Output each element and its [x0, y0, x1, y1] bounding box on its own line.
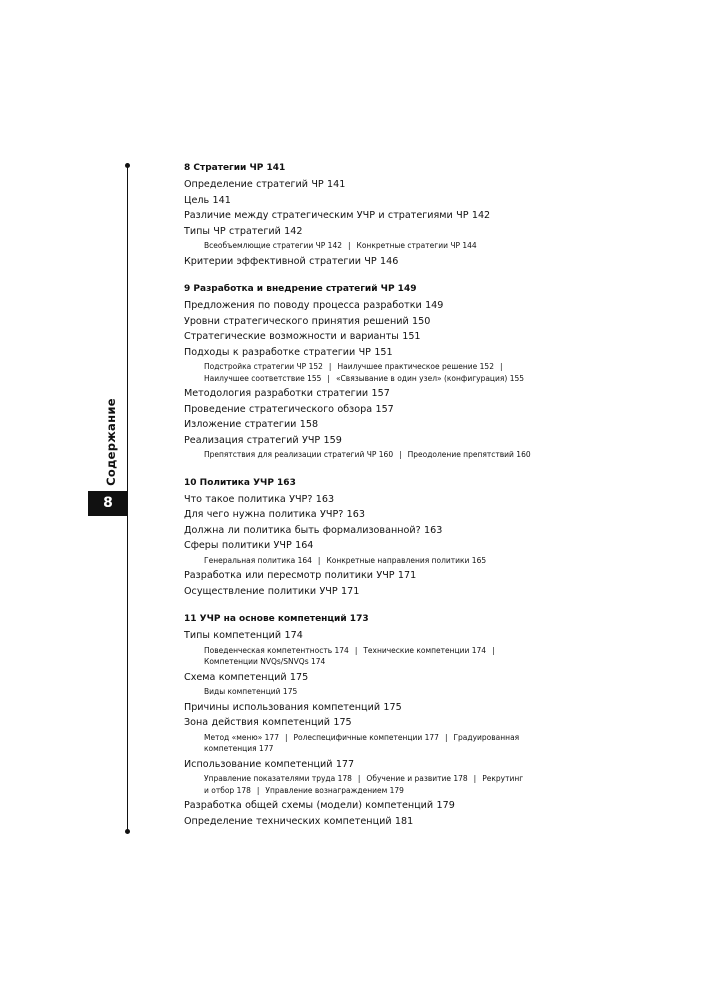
toc-subentry: Преодоление препятствий 160: [407, 450, 531, 459]
toc-entry: Осуществление политики УЧР 171: [184, 585, 360, 597]
toc-entry: Разработка или пересмотр политики УЧР 171: [184, 570, 417, 581]
separator: |: [327, 373, 330, 383]
toc-entry: Что такое политика УЧР? 163: [184, 493, 335, 505]
toc-subentry: Управление показателями труда 178: [204, 774, 352, 783]
toc-subentries: [204, 449, 574, 461]
toc-subentry: Всеобъемлющие стратегии ЧР 142: [204, 241, 342, 250]
separator: |: [347, 241, 351, 250]
chapter-11-title: 11 УЧР на основе компетенций 173: [184, 614, 369, 624]
separator: |: [284, 732, 288, 742]
separator: |: [317, 555, 321, 565]
toc-entry: Сферы политики УЧР 164: [184, 540, 314, 551]
toc-entry: Определение стратегий ЧР 141: [184, 179, 346, 190]
separator: |: [473, 774, 477, 783]
chapter-8-title: 8 Стратегии ЧР 141: [184, 163, 286, 173]
toc-subentry: «Связывание в один узел» (конфигурация) 155: [335, 373, 525, 383]
toc-subentry: Поведенческая компетентность 174: [204, 645, 349, 655]
separator: |: [256, 785, 260, 795]
toc-subentries: [204, 686, 574, 698]
toc-entry: Типы ЧР стратегий 142: [184, 225, 303, 237]
toc-entry: Подходы к разработке стратегии ЧР 151: [184, 346, 393, 358]
toc-subentry: Конкретные стратегии ЧР 144: [356, 241, 477, 250]
toc-entry: Цель 141: [184, 194, 231, 206]
toc-entry: Использование компетенций 177: [184, 758, 355, 770]
toc-entry: Стратегические возможности и варианты 151: [184, 331, 421, 342]
separator: |: [399, 450, 402, 459]
chapter-10-title: 10 Политика УЧР 163: [184, 477, 296, 488]
toc-subentry: компетенция 177: [204, 744, 274, 753]
toc-subentry: Наилучшее практическое решение 152: [337, 362, 494, 371]
toc-entry: Разработка общей схемы (модели) компетенций 179: [184, 800, 455, 811]
toc-entry: Для чего нужна политика УЧР? 163: [184, 509, 365, 520]
toc-subentry: Метод «меню» 177: [204, 732, 279, 742]
separator: |: [444, 732, 448, 742]
toc-entry: Изложение стратегии 158: [184, 419, 319, 430]
toc-entry: Различие между стратегическим УЧР и стратегиями ЧР 142: [184, 210, 491, 221]
toc-entry: Типы компетенций 174: [184, 630, 303, 641]
separator: |: [492, 645, 495, 655]
toc-subentry: Генеральная политика 164: [204, 555, 312, 565]
toc-entry: Зона действия компетенций 175: [184, 717, 352, 728]
toc-subentry: Наилучшее соответствие 155: [204, 373, 322, 383]
toc-entry: Критерии эффективной стратегии ЧР 146: [184, 255, 399, 267]
toc-entry: Схема компетенций 175: [184, 671, 309, 683]
toc-subentries: [204, 732, 574, 755]
toc-subentry: Управление вознаграждением 179: [265, 785, 404, 795]
toc-subentry: Технические компетенции 174: [363, 645, 487, 655]
rule-bottom-dot: [125, 829, 130, 834]
toc-subentry: Обучение и развитие 178: [366, 774, 468, 783]
rule-top-dot: [125, 163, 130, 168]
toc-subentry: Ролеспецифичные компетенции 177: [293, 732, 439, 742]
toc-subentries: [204, 361, 574, 384]
section-number-tab: 8: [88, 491, 128, 516]
toc-entry: Методология разработки стратегии 157: [184, 388, 390, 399]
toc-entry: Проведение стратегического обзора 157: [184, 403, 394, 415]
toc-entry: Уровни стратегического принятия решений 150: [184, 315, 431, 327]
toc-subentries: [204, 555, 574, 567]
toc-subentry: Подстройка стратегии ЧР 152: [204, 362, 323, 371]
separator: |: [357, 774, 361, 783]
toc-subentries: [204, 645, 574, 668]
separator: |: [328, 362, 332, 371]
toc-subentry: Градуированная: [453, 732, 520, 742]
toc-entry: Реализация стратегий УЧР 159: [184, 434, 342, 446]
toc-entry: Причины использования компетенций 175: [184, 701, 402, 713]
toc-subentry: Компетенции NVQs/SNVQs 174: [204, 657, 326, 666]
separator: |: [499, 362, 503, 371]
toc-subentry: и отбор 178: [204, 785, 251, 795]
table-of-contents: [184, 163, 574, 831]
toc-subentry: Конкретные направления политики 165: [326, 555, 487, 565]
toc-entry: Должна ли политика быть формализованной? 163: [184, 524, 443, 536]
toc-subentries: [204, 773, 574, 796]
section-label: Содержание: [104, 398, 118, 486]
toc-entry: Определение технических компетенций 181: [184, 815, 414, 827]
toc-entry: Предложения по поводу процесса разработки 149: [184, 300, 444, 311]
toc-subentry: Препятствия для реализации стратегий ЧР 160: [204, 450, 394, 459]
toc-subentries: [204, 240, 574, 252]
toc-subentry: Рекрутинг: [482, 774, 524, 783]
chapter-9-title: 9 Разработка и внедрение стратегий ЧР 149: [184, 284, 417, 294]
toc-subentry: Виды компетенций 175: [204, 687, 298, 696]
separator: |: [354, 645, 358, 655]
